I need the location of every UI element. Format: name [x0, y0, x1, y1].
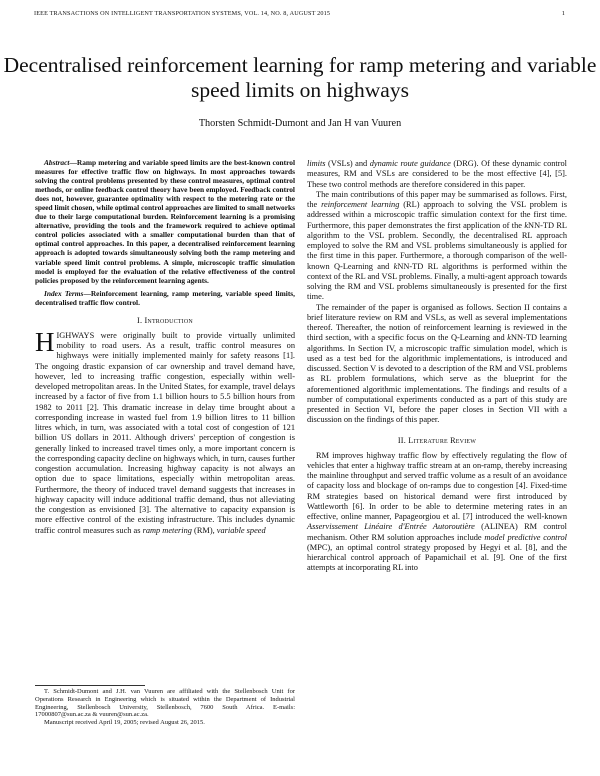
- footnote-block: [35, 688, 295, 727]
- term-k-3: k: [507, 333, 512, 343]
- intro-paragraph-joiner: (RM),: [191, 525, 217, 535]
- term-variable-speed: variable speed: [216, 525, 266, 535]
- lit-heading-text: Literature Review: [408, 435, 477, 445]
- section-heading-literature-review: [307, 436, 567, 445]
- lit-heading-number: II.: [397, 435, 406, 445]
- abstract-label: Abstract: [44, 158, 70, 167]
- term-alinea: Asservissement Linéaire d'Entrée Autoroutière: [307, 522, 475, 532]
- abstract: Abstract—Ramp metering and variable speed limits are the best-known control measures for effective traffic flow on highways. In most approaches towards solving the control problems presented by these control measures, optimal control methods, or online feedback control theory have been employed. Feedback control does not, however, guarantee optimality with respect to the metering rate or the speed limit chosen, while optimal control approaches are limited to small networks due to their large computational burden. Reinforcement learning is a promising alternative, providing the tools and the framework required to achieve optimal control policies associated with a smaller computational burden than that of optimal control approaches. In this paper, a decentralised reinforcement learning approach is adopted towards simultaneously solving both the ramp metering and variable speed limit control problems. A simple, microscopic traffic simulation model is employed for the evaluation of the relative effectiveness of the control policies proposed by the reinforcement learning agents.: [35, 158, 295, 285]
- term-mpc: model predictive control: [484, 532, 568, 542]
- p2-text-c: NN-TD RL algorithm to the VSL problem. Secondly, the decentralised RL approach employed to solve the RM and VSL problems simultaneously is applied for the first time in this paper. Furthermore, a thorough comparison of the well-known Q-Learning and: [307, 220, 568, 271]
- p3-text-a: The remainder of the paper is organised as follows. Section II contains a brief literature review on RM and VSLs, as well as several implementations thereof. Thereafter, the notion of reinforcement learning is reviewed in the third section, with a specific focus on the Q-Learning and: [307, 302, 567, 343]
- author-list: Thorsten Schmidt-Dumont and Jan H van Vuuren: [198, 118, 402, 129]
- footnote-affiliation: T. Schmidt-Dumont and J.H. van Vuuren are affiliated with the Stellenbosch Unit for Operations Research in Engineering which is situated within the Department of Industrial Engineering, Stellenbosch University, Stellenbosch, 7600 South Africa. E-mails: 17000807@sun.ac.za & vuuren@sun.ac.za.: [35, 688, 295, 719]
- running-head: IEEE TRANSACTIONS ON INTELLIGENT TRANSPORTATION SYSTEMS, VOL. 14, NO. 8, AUGUST 2015: [34, 10, 331, 17]
- term-k-2: k: [393, 261, 398, 271]
- term-ramp-metering: ramp metering: [142, 525, 192, 535]
- p2-text-d: NN-TD RL algorithms is performed within the context of the RL and VSL problems. Finally, a multi-agent approach towards solving the RM and VSL problems simultaneously is presented for the first time.: [307, 261, 567, 302]
- abstract-text: Ramp metering and variable speed limits are the best-known control measures for effective traffic flow on highways. In most approaches towards solving the control problems presented by these control measures, optimal control methods, or online feedback control theory have been employed. Feedback control does not, however, guarantee optimality with respect to the metering rate or the speed limit chosen, while optimal control approaches are limited to small networks due to their large computational burden. Reinforcement learning is a promising alternative, providing the tools and the framework required to achieve optimal control policies associated with a smaller computational burden than that of optimal control approaches. In this paper, a decentralised reinforcement learning approach is adopted towards simultaneously solving both the ramp metering and variable speed limit control problems. A simple, microscopic traffic simulation model is employed for the evaluation of the relative effectiveness of the control policies proposed by the reinforcement learning agents.: [35, 158, 295, 285]
- cont-text-b: (DRG). Of these dynamic control measures, RM and VSLs are considered to be the most effective [4], [5]. These two control methods are therefore considered in this paper.: [307, 159, 567, 189]
- page-number: 1: [561, 10, 565, 17]
- p2-text-b: (RL) approach to solving the VSL problem is addressed within a microscopic traffic simulation context for the first time. Furthermore, this paper demonstrates the first application of the: [307, 200, 568, 230]
- footnote-received: Manuscript received April 19, 2005; revised August 26, 2015.: [44, 719, 205, 727]
- intro-heading-number: I.: [137, 315, 143, 325]
- right-column: [307, 159, 567, 574]
- p4-text-b: (ALINEA) RM control mechanism. Other RM solution approaches include: [307, 522, 567, 542]
- term-limits: limits: [307, 159, 326, 168]
- organisation-paragraph: [307, 303, 567, 426]
- term-dynamic-route-guidance: dynamic route guidance: [369, 159, 451, 168]
- intro-heading-text: Introduction: [144, 315, 193, 325]
- p4-text-a: RM improves highway traffic flow by effectively regulating the flow of vehicles that enter a highway traffic stream at an on-ramp, thereby increasing the mainline throughput and served traffic volume as a result of an avoidance of capacity loss and blockage of on-ramps due to congestion [4]. Fixed-time RM strategies based on historical demand were first introduced by Wattleworth [6]. In order to be able to determine metering rates in an effective, online manner, Papageorgiou et al. [7] introduced the well-known: [307, 450, 567, 521]
- paper-title: Decentralised reinforcement learning for ramp metering and variable speed limits on highways: [3, 53, 597, 102]
- index-terms-label: Index Terms: [44, 288, 84, 298]
- section-heading-introduction: [35, 316, 295, 325]
- index-terms-text: Reinforcement learning, ramp metering, variable speed limits, decentralised traffic flow control.: [35, 288, 295, 307]
- p3-text-b: NN-TD learning algorithms. In Section IV, a microscopic traffic simulation model, which is used as a test bed for the algorithmic implementations, is introduced and discussed. Section V is devoted to a description of the RM and VSL problems as RL problem formulations, which serve as the blueprint for the aforementioned algorithmic implementations. The findings and results of a number of computational experiments conducted as a part of this study are presented in Section VI, before the paper closes in Section VII with a discussion on the findings of this paper.: [307, 333, 567, 425]
- contributions-paragraph: [307, 190, 567, 303]
- footnote-rule: [35, 685, 145, 686]
- cont-text-a: (VSLs) and: [325, 159, 370, 168]
- term-k-1: k: [524, 220, 529, 230]
- term-reinforcement-learning: reinforcement learning: [321, 200, 400, 209]
- intro-paragraph-text: IGHWAYS were originally built to provide virtually unlimited mobility to road users. As a result, traffic control measures on highways were initially implemented mainly for safety reasons [1]. The ongoing drastic expansion of car ownership and travel demand have, however, led to increasing traffic congestion, especially within well-developed metropolitan areas. In the United States, for example, travel delays increased by a factor of five from 1.1 billion hours to 5.5 billion hours from 1982 to 2011 [2]. This dramatic increase in delay time brought about a corresponding increase in wasted fuel from 1.9 billion litres to 11 billion litres which, in turn, was associated with a total cost of congestion of 121 billion US dollars in 2011. Although drivers' perception of congestion is generally linked to increased travel times only, a more important concern is the corresponding capacity decline on highways which, in turn, causes further congestion accumulation. Increasing highway capacity is not always an option due to space limitations, especially within metropolitan areas. Furthermore, the theory of induced travel demand suggests that increases in highway capacity will induce additional traffic demand, thus not alleviating the congestion as envisioned [3]. The alternative to capacity expansion is more effective control of the existing infrastructure. This includes dynamic traffic control measures such as: [35, 330, 295, 535]
- intro-paragraph: [35, 326, 295, 536]
- index-terms: Index Terms—Reinforcement learning, ramp metering, variable speed limits, decentralised traffic flow control.: [35, 288, 295, 307]
- drop-cap: H: [35, 326, 55, 357]
- p4-text-c: (MPC), an optimal control strategy proposed by Hegyi et al. [8], and the hierarchical control approach of Papamichail et al. [9]. One of the first attempts at incorporating RL into: [307, 542, 567, 573]
- p2-text-a: The main contributions of this paper may be summarised as follows. First, the: [307, 189, 567, 209]
- left-column: [35, 158, 295, 536]
- intro-continuation: [307, 159, 567, 190]
- literature-paragraph: [307, 451, 567, 574]
